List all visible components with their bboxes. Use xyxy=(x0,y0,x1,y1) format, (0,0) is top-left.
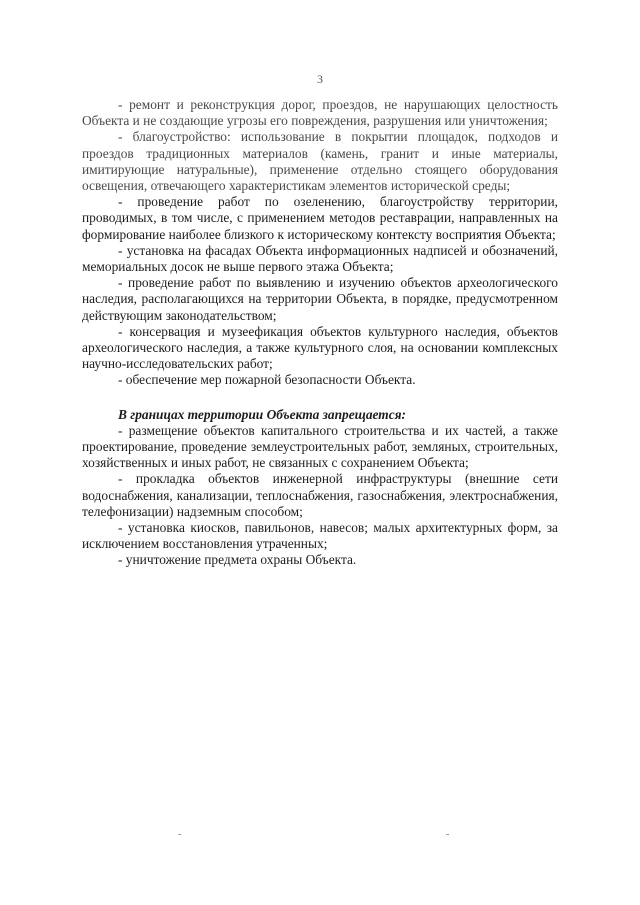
paragraph-road-repair: - ремонт и реконструкция дорог, проездов, не нарушающих целостность Объекта и не создающие угрозы его повреждения, разрушения или уничтожения; xyxy=(82,97,558,129)
paragraph-destruction-ban: - уничтожение предмета охраны Объекта. xyxy=(118,552,357,568)
paragraph-archaeology-research: - проведение работ по выявлению и изучению объектов археологического наследия, располагающихся на территории Объекта, в порядке, предусмотренном действующим законодательством; xyxy=(82,275,558,323)
footer-mark-right: - xyxy=(446,829,450,840)
paragraph-infrastructure-ban: - прокладка объектов инженерной инфраструктуры (внешние сети водоснабжения, канализации, теплоснабжения, газоснабжения, электроснабжения, телефонизации) надземным способом; xyxy=(82,471,558,519)
paragraph-kiosk-ban: - установка киосков, павильонов, навесов; малых архитектурных форм, за исключением восстановления утраченных; xyxy=(82,520,558,552)
document-body xyxy=(82,97,558,569)
footer-mark-left: - xyxy=(178,829,182,840)
paragraph-greening: - проведение работ по озеленению, благоустройству территории, проводимых, в том числе, с применением методов реставрации, направленных на формирование наиболее близкого к историческому контексту восприятия Объекта; xyxy=(82,194,558,242)
paragraph-fire-safety: - обеспечение мер пожарной безопасности Объекта. xyxy=(118,372,416,388)
paragraph-landscaping: - благоустройство: использование в покрытии площадок, подходов и проездов традиционных материалов (камень, гранит и иные материалы, имитирующие натуральные), применение отдельно стоящего оборудования освещения, отвечающего характеристикам элементов исторической среды; xyxy=(82,129,558,194)
paragraph-signage: - установка на фасадах Объекта информационных надписей и обозначений, мемориальных досок не выше первого этажа Объекта; xyxy=(82,242,558,275)
page-number: 3 xyxy=(317,72,323,86)
section-spacer xyxy=(82,389,558,407)
paragraph-conservation: - консервация и музеефикация объектов культурного наследия, объектов археологического наследия, а также культурного слоя, на основании комплексных научно-исследовательских работ; xyxy=(82,323,558,372)
section-heading-prohibited: В границах территории Объекта запрещается: xyxy=(118,406,406,422)
paragraph-construction-ban: - размещение объектов капитального строительства и их частей, а также проектирование, проведение землеустроительных работ, земляных, строительных, хозяйственных и иных работ, не связанных с сохранением Объекта; xyxy=(82,422,558,471)
